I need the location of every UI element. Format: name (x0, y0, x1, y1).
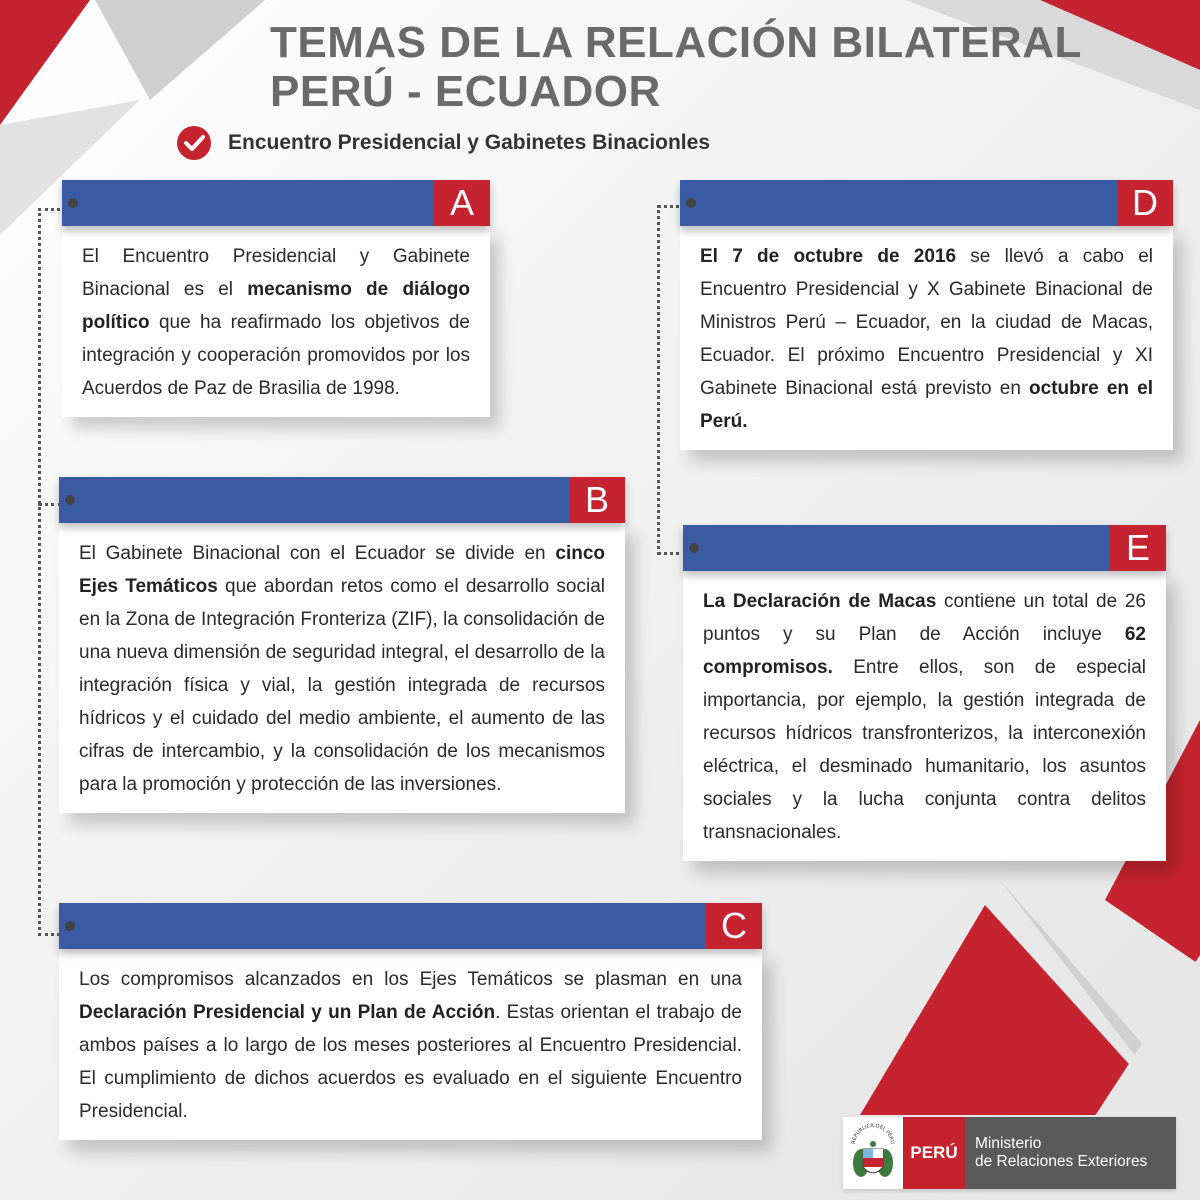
card-a (62, 180, 490, 417)
connector-dot (65, 495, 75, 505)
page-title (270, 18, 1082, 116)
subtitle-row (176, 126, 710, 160)
crest (843, 1117, 903, 1189)
card-a-header (62, 180, 490, 226)
ministry-name (965, 1117, 1176, 1189)
card-d (680, 180, 1173, 450)
card-b-header (59, 477, 625, 523)
card-a-letter: A (434, 180, 490, 226)
card-b (59, 477, 625, 813)
text-run: Los compromisos alcanzados en los Ejes Temáticos se plasman en una (79, 969, 742, 990)
ministry-line-2: de Relaciones Exteriores (975, 1153, 1148, 1170)
peru-label: PERÚ (903, 1117, 965, 1189)
card-c-text (59, 949, 762, 1140)
bold-phrase: La Declaración de Macas (703, 591, 937, 612)
text-run: Entre ellos, son de especial importancia, por ejemplo, la gestión integrada de recursos hídricos transfronterizos, la interconexión eléctrica, el desminado humanitario, los asuntos sociales y la lucha conjunta contra delitos transnacionales. (703, 657, 1146, 843)
bold-phrase: 62 compromisos. (703, 624, 1146, 678)
text-run: se llevó a cabo el Encuentro Presidencial y X Gabinete Binacional de Ministros Perú – Ecuador, en la ciudad de Macas, Ecuador. El próximo Encuentro Presidencial y XI Gabinete Binacional está previsto en (700, 246, 1154, 399)
card-e-header (683, 525, 1166, 571)
bold-phrase: El 7 de octubre de 2016 (700, 246, 957, 267)
check-circle-icon (176, 125, 212, 161)
bold-phrase: mecanismo de diálogo político (82, 279, 470, 333)
text-run: que abordan retos como el desarrollo social en la Zona de Integración Fronteriza (ZIF), la consolidación de una nueva dimensión de seguridad integral, el desarrollo de la integración física y vial, la gestión integrada de recursos hídricos y el cuidado del medio ambiente, el aumento de las cifras de intercambio, y la consolidación de los mecanismos para la promoción y protección de las inversiones. (79, 576, 605, 795)
subtitle: Encuentro Presidencial y Gabinetes Binacionles (228, 131, 710, 154)
text-run: contiene un total de 26 puntos y su Plan de Acción incluye (703, 591, 1146, 645)
card-e-text (683, 571, 1166, 861)
text-run: . Estas orientan el trabajo de ambos países a lo largo de los meses posteriores al Encuentro Presidencial. El cumplimiento de dichos acuerdos es evaluado en el siguiente Encuentro Presidencial. (79, 1002, 742, 1122)
svg-text:REPÚBLICA DEL PERÚ: REPÚBLICA DEL PERÚ (850, 1122, 896, 1145)
card-d-header (680, 180, 1173, 226)
card-e-letter: E (1110, 525, 1166, 571)
bold-phrase: Declaración Presidencial y un Plan de Acción (79, 1002, 496, 1023)
card-d-letter: D (1117, 180, 1173, 226)
ministry-line-1: Ministerio (975, 1135, 1042, 1152)
ministry-logo (843, 1117, 1176, 1189)
card-c (59, 903, 762, 1140)
title-line-1: TEMAS DE LA RELACIÓN BILATERAL (270, 18, 1082, 67)
text-run: que ha reafirmado los objetivos de integración y cooperación promovidos por los Acuerdos de Paz de Brasilia de 1998. (82, 312, 470, 399)
connector-dot (65, 921, 75, 931)
bold-phrase: octubre en el Perú. (700, 378, 1153, 432)
connector-dot (686, 198, 696, 208)
bold-phrase: cinco Ejes Temáticos (79, 543, 605, 597)
card-e (683, 525, 1166, 861)
coat-of-arms-icon (847, 1121, 899, 1185)
connector-dot (68, 198, 78, 208)
card-a-text (62, 226, 490, 417)
card-c-header (59, 903, 762, 949)
card-b-text (59, 523, 625, 813)
connector-dot (689, 543, 699, 553)
text-run: El Gabinete Binacional con el Ecuador se divide en (79, 543, 556, 564)
title-line-2: PERÚ - ECUADOR (270, 67, 661, 116)
card-b-letter: B (569, 477, 625, 523)
card-d-text (680, 226, 1173, 450)
text-run: El Encuentro Presidencial y Gabinete Binacional es el (82, 246, 470, 300)
card-c-letter: C (706, 903, 762, 949)
